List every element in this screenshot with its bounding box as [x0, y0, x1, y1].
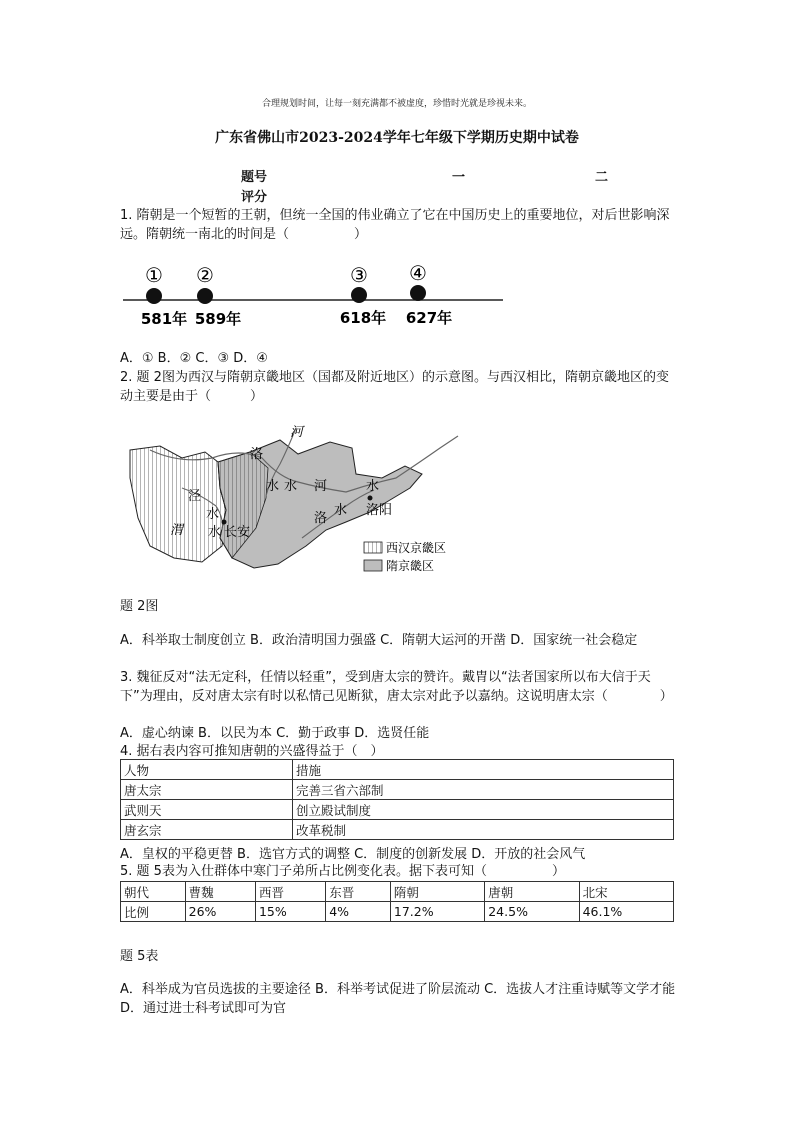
timeline-marker-1: ①: [145, 263, 163, 287]
q4-table: [120, 759, 674, 840]
map-label-shui-a: 水: [266, 479, 280, 494]
table-header-cell: 隋朝: [390, 882, 484, 902]
timeline-dot-1: [146, 288, 162, 304]
table-cell: 唐玄宗: [121, 820, 293, 840]
timeline-year-3: 618年: [339, 309, 387, 327]
table-cell: 创立殿试制度: [293, 800, 674, 820]
timeline-year-1: 581年: [140, 310, 188, 328]
question-2-text: 2. 题 2图为西汉与隋朝京畿地区（国都及附近地区）的示意图。与西汉相比，隋朝京畿地区的变动主要是由于（ ）: [120, 370, 669, 404]
question-5-caption: 题 5表: [120, 949, 159, 964]
table-row: [121, 800, 674, 820]
table-header-cell: 北宋: [579, 882, 673, 902]
map-label-he-top: 河: [290, 425, 304, 440]
table-header-cell: 唐朝: [485, 882, 579, 902]
table-cell: 46.1%: [579, 902, 673, 922]
table-row: [121, 820, 674, 840]
table-header-cell: 西晋: [255, 882, 325, 902]
q5-table: [120, 881, 674, 922]
table-row: [121, 902, 674, 922]
table-row: [121, 882, 674, 902]
question-4-options: A．皇权的平稳更替 B．选官方式的调整 C．制度的创新发展 D．开放的社会风气: [120, 847, 586, 862]
table-cell: 15%: [255, 902, 325, 922]
question-5-text: 5. 题 5表为入仕群体中寒门子弟所占比例变化表。据下表可知（ ）: [120, 864, 565, 879]
table-cell: 唐太宗: [121, 780, 293, 800]
table-row: [121, 760, 674, 780]
table-cell: 改革税制: [293, 820, 674, 840]
map-label-shui-f: 水: [334, 503, 348, 518]
timeline-dot-3: [351, 287, 367, 303]
timeline-dot-2: [197, 288, 213, 304]
table-cell: 26%: [185, 902, 255, 922]
map-label-shui-e: 水: [208, 525, 222, 540]
legend-swatch-xihan: [364, 542, 382, 553]
question-3-options: A．虚心纳谏 B．以民为本 C．勤于政事 D．选贤任能: [120, 726, 430, 741]
score-table-col-1: 一: [452, 170, 466, 185]
map-label-changan: 长安: [224, 525, 251, 540]
timeline-dot-4: [410, 285, 426, 301]
map-label-he-mid: 河: [314, 479, 328, 494]
timeline-marker-3: ③: [350, 263, 368, 287]
table-header-cell: 人物: [121, 760, 293, 780]
table-header-cell: 东晋: [326, 882, 391, 902]
map-label-shui-c: 水: [366, 479, 380, 494]
table-cell: 比例: [121, 902, 186, 922]
legend-label-sui: 隋京畿区: [386, 559, 435, 573]
score-table-col-2: 二: [595, 170, 609, 185]
question-4-text: 4. 据右表内容可推知唐朝的兴盛得益于（ ）: [120, 744, 384, 759]
timeline-marker-4: ④: [409, 262, 427, 285]
map-label-shui-b: 水: [284, 479, 298, 494]
table-cell: 17.2%: [390, 902, 484, 922]
map-label-luo-top: 洛: [250, 447, 264, 462]
map-label-jing: 泾: [188, 489, 202, 504]
timeline-year-4: 627年: [405, 309, 453, 327]
table-cell: 24.5%: [485, 902, 579, 922]
table-header-cell: 朝代: [121, 882, 186, 902]
question-2-options: A．科举取士制度创立 B．政治清明国力强盛 C．隋朝大运河的开凿 D．国家统一社会稳定: [120, 633, 638, 648]
legend-swatch-sui: [364, 560, 382, 571]
timeline-year-2: 589年: [194, 310, 242, 328]
table-cell: 完善三省六部制: [293, 780, 674, 800]
score-table-number-label: 题号: [241, 170, 268, 185]
score-table-score-label: 评分: [241, 190, 268, 205]
table-cell: 4%: [326, 902, 391, 922]
question-5-options: A．科举成为官员选拔的主要途径 B．科举考试促进了阶层流动 C．选拔人才注重诗赋等文学才能 D．通过进士科考试即可为官: [120, 982, 676, 1016]
question-1-text: 1. 隋朝是一个短暂的王朝，但统一全国的伟业确立了它在中国历史上的重要地位，对后世影响深远。隋朝统一南北的时间是（ ）: [120, 208, 670, 242]
xihan-region: [130, 446, 226, 562]
map-label-shui-d: 水: [206, 507, 220, 522]
question-2-caption: 题 2图: [120, 599, 159, 614]
q1-timeline: [118, 262, 508, 332]
map-label-luoyang: 洛阳: [366, 503, 393, 518]
table-row: [121, 780, 674, 800]
legend-label-xihan: 西汉京畿区: [386, 541, 447, 555]
table-header-cell: 曹魏: [185, 882, 255, 902]
luoyang-dot: [368, 496, 373, 501]
exam-title: 广东省佛山市2023-2024学年七年级下学期历史期中试卷: [215, 130, 579, 146]
map-label-luo-bottom: 洛: [314, 511, 328, 526]
question-3-text: 3. 魏征反对“法无定科，任情以轻重”，受到唐太宗的赞许。戴胄以“法者国家所以布大信于天下”为理由，反对唐太宗有时以私情己见断狱，唐太宗对此予以嘉纳。这说明唐太宗（ ）: [120, 670, 673, 704]
timeline-marker-2: ②: [196, 263, 214, 287]
question-1-options: A．① B．② C．③ D．④: [120, 351, 268, 366]
table-cell: 武则天: [121, 800, 293, 820]
motto-line: 合理规划时间，让每一刻充满都不被虚度，珍惜时光就是珍视未来。: [261, 99, 532, 109]
map-label-wei: 渭: [170, 523, 184, 538]
changan-dot: [222, 520, 227, 525]
table-header-cell: 措施: [293, 760, 674, 780]
q2-map: [120, 418, 460, 580]
